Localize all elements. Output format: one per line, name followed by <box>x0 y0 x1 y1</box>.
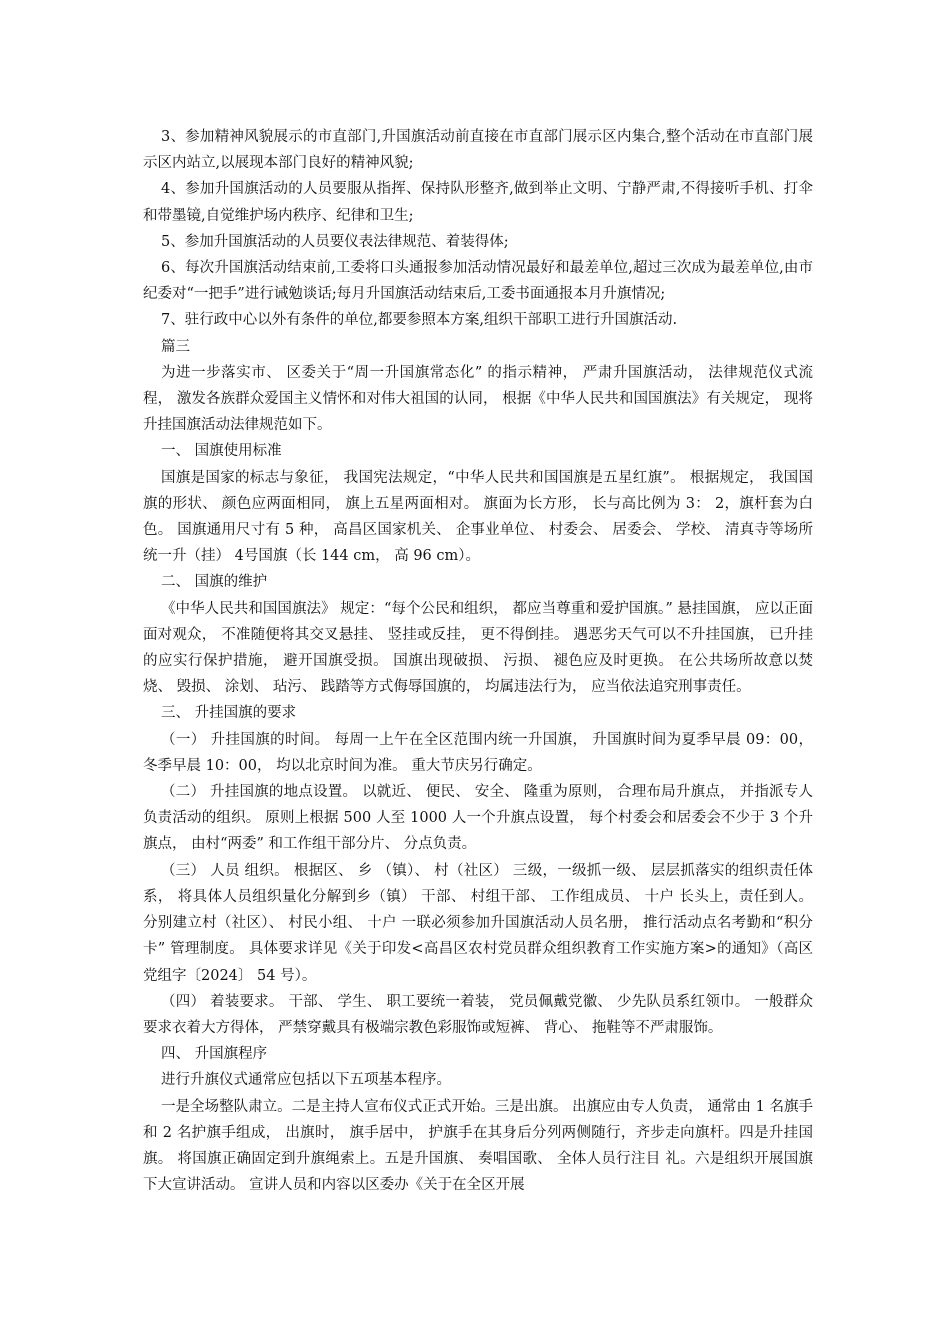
heading-flag-procedure: 四、 升国旗程序 <box>161 1046 268 1063</box>
paragraph-requirement-time: （一） 升挂国旗的时间。 每周一上午在全区范围内统一升国旗， 升国旗时间为夏季早晨 09：00， 冬季早晨 10：00， 均以北京时间为准。 重大节庆另行确定。 <box>143 731 813 774</box>
paragraph-item-4: 4、参加升国旗活动的人员要服从指挥、保持队形整齐,做到举止文明、宁静严肃,不得接听手机、打伞和带墨镜,自觉维护场内秩序、纪律和卫生; <box>143 181 813 224</box>
intro-paragraph: 为进一步落实市、 区委关于“周一升国旗常态化” 的指示精神， 严肃升国旗活动， 法律规范仪式流程， 激发各族群众爱国主义情怀和对伟大祖国的认同， 根据《中华人民共和国国旗法》有关规定， 现将升挂国旗活动法律规范如下。 <box>143 364 813 434</box>
heading-flag-standard: 一、 国旗使用标准 <box>161 443 282 460</box>
paragraph-requirement-location: （二） 升挂国旗的地点设置。 以就近、 便民、 安全、 隆重为原则， 合理布局升旗点， 并指派专人负责活动的组织。 原则上根据 500 人至 1000 人一个升旗点设置， 每个村委会和居委会不少于 3 个升旗点， 由村“两委” 和工作组干部分片、 分点负责。 <box>143 784 813 853</box>
paragraph-flag-standard: 国旗是国家的标志与象征， 我国宪法规定，“中华人民共和国国旗是五星红旗”。 根据规定， 我国国旗的形状、 颜色应两面相同， 旗上五星两面相对。 旗面为长方形， 长与高比例为 3： 2，旗杆套为白色。 国旗通用尺寸有 5 种， 高昌区国家机关、 企事业单位、 村委会、 居委会、 学校、 清真寺等场所统一升（挂） 4号国旗（长 144 cm， 高 96 cm）。 <box>143 469 813 565</box>
heading-flag-maintenance: 二、 国旗的维护 <box>161 574 268 591</box>
paragraph-requirement-organization: （三） 人员 组织。 根据区、 乡 （镇）、 村（社区） 三级，一级抓一级、 层层抓落实的组织责任体系， 将具体人员组织量化分解到乡（镇） 干部、 村组干部、 工作组成员、 十户 长头上，责任到人。 分别建立村（社区）、 村民小组、 十户 一联必须参加升国旗活动人员名册， 推行活动点名考勤和“积分卡” 管理制度。 具体要求详见《关于印发<高昌区农村党员群众组织教育工作实施方案>的通知》（高区党组字〔2024〕 54 号）。 <box>143 862 813 984</box>
paragraph-procedure-steps: 一是全场整队肃立。二是主持人宣布仪式正式开始。三是出旗。 出旗应由专人负责， 通常由 1 名旗手和 2 名护旗手组成， 出旗时， 旗手居中， 护旗手在其身后分列两侧随行，齐步走向旗杆。四是升挂国旗。 将国旗正确固定到升旗绳索上。五是升国旗、 奏唱国歌、 全体人员行注目 礼。六是组织开展国旗下大宣讲活动。 宣讲人员和内容以区委办《关于在全区开展 <box>143 1098 813 1194</box>
paragraph-item-3: 3、参加精神风貌展示的市直部门,升国旗活动前直接在市直部门展示区内集合,整个活动在市直部门展示区内站立,以展现本部门良好的精神风貌; <box>143 129 813 172</box>
paragraph-item-7: 7、驻行政中心以外有条件的单位,都要参照本方案,组织干部职工进行升国旗活动. <box>161 312 678 329</box>
paragraph-flag-maintenance: 《中华人民共和国国旗法》 规定：“每个公民和组织， 都应当尊重和爱护国旗。” 悬挂国旗， 应以正面面对观众， 不准随便将其交叉悬挂、 竖挂或反挂， 更不得倒挂。 遇恶劣天气可以不升挂国旗， 已升挂的应实行保护措施， 避开国旗受损。 国旗出现破损、 污损、 褪色应及时更换。 在公共场所故意以焚烧、 毁损、 涂划、 玷污、 践踏等方式侮辱国旗的， 均属违法行为， 应当依法追究刑事责任。 <box>143 600 813 696</box>
heading-flag-requirements: 三、 升挂国旗的要求 <box>161 705 297 722</box>
section-title-part-three: 篇三 <box>161 338 190 355</box>
document-page <box>143 124 813 1198</box>
paragraph-item-6: 6、每次升国旗活动结束前,工委将口头通报参加活动情况最好和最差单位,超过三次成为最差单位,由市纪委对“一把手”进行诫勉谈话;每月升国旗活动结束后,工委书面通报本月升旗情况; <box>143 260 813 303</box>
paragraph-item-5: 5、参加升国旗活动的人员要仪表法律规范、着装得体; <box>161 233 509 250</box>
paragraph-requirement-dress: （四） 着装要求。 干部、 学生、 职工要统一着装， 党员佩戴党徽、 少先队员系红领巾。 一般群众要求衣着大方得体， 严禁穿戴具有极端宗教色彩服饰或短裤、 背心、 拖鞋等不严肃服饰。 <box>143 993 813 1036</box>
paragraph-procedure-intro: 进行升旗仪式通常应包括以下五项基本程序。 <box>161 1072 451 1089</box>
